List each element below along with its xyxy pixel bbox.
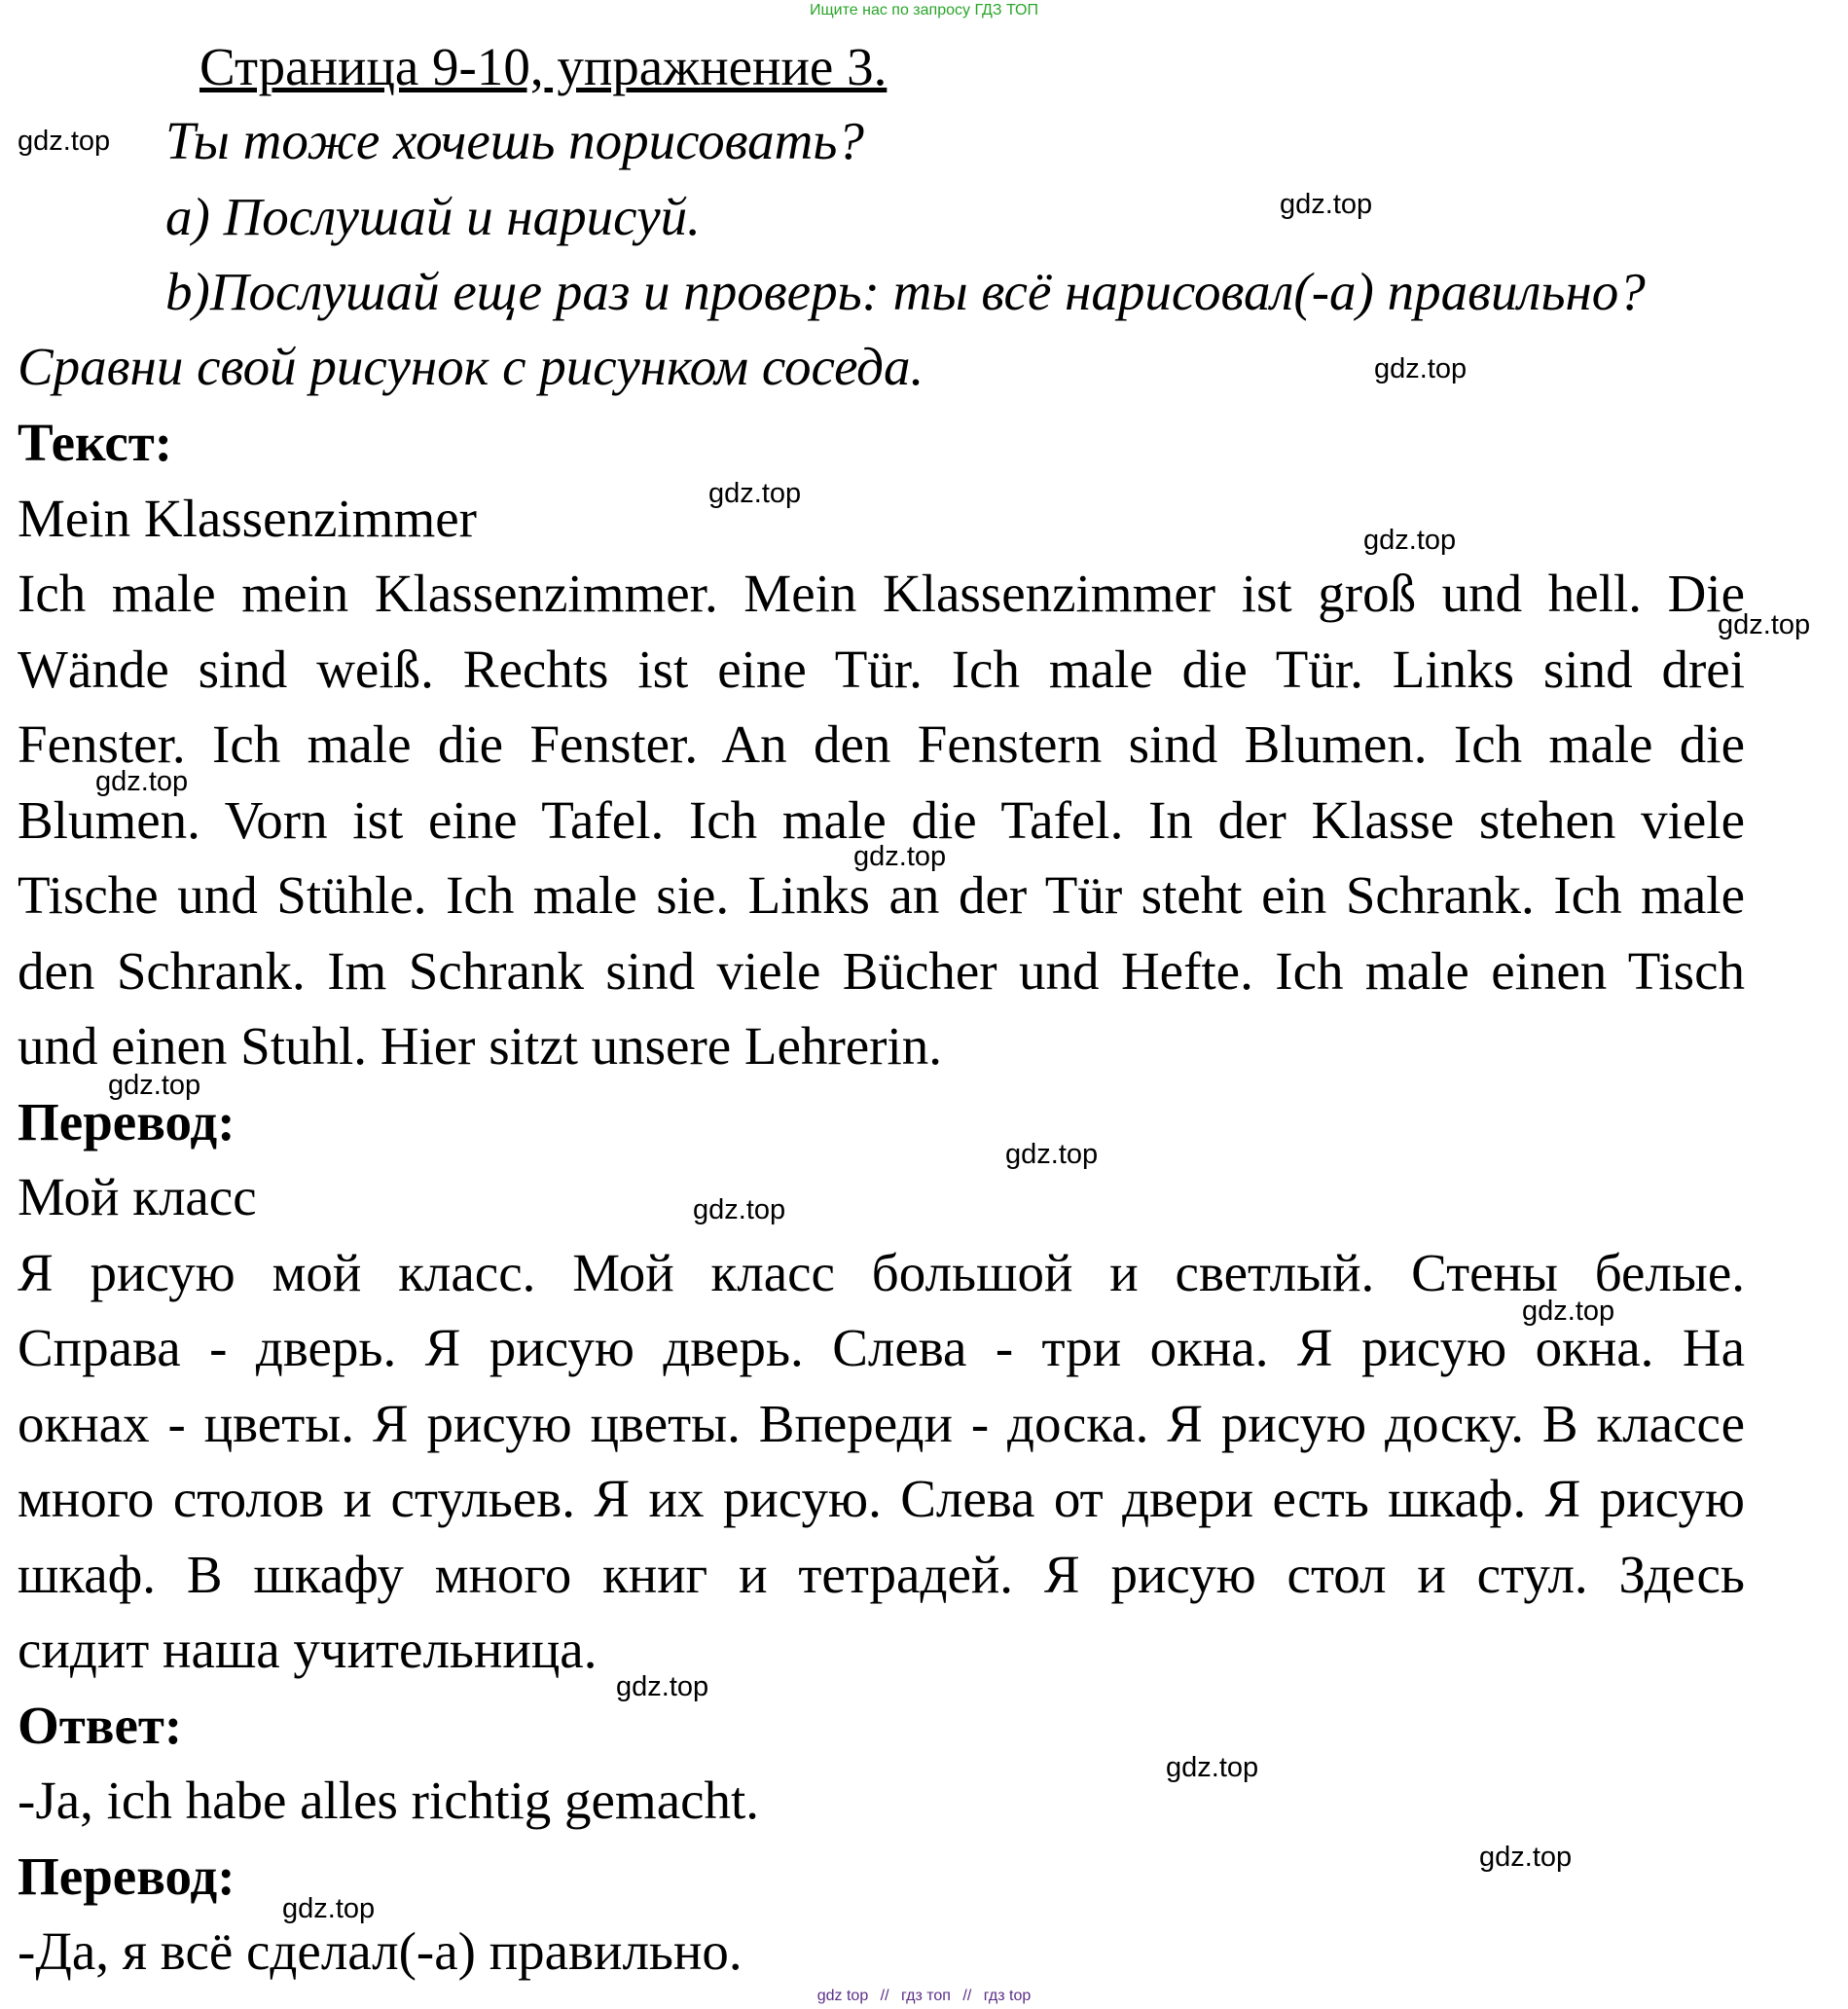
- watermark: gdz.top: [1522, 1296, 1615, 1327]
- watermark: gdz.top: [693, 1194, 786, 1225]
- german-line: Blumen. Vorn ist eine Tafel. Ich male die Tafel. In der Klasse stehen viele: [18, 790, 1745, 850]
- german-line: Wände sind weiß. Rechts ist eine Tür. Ich male die Tür. Links sind drei: [18, 639, 1745, 699]
- german-line: den Schrank. Im Schrank sind viele Bücher und Hefte. Ich male einen Tisch: [18, 941, 1745, 1001]
- watermark: gdz.top: [108, 1070, 201, 1101]
- answer-translation-text: -Да, я всё сделал(-а) правильно.: [18, 1921, 743, 1981]
- top-ad-banner[interactable]: Ищите нас по запросу ГДЗ ТОП: [810, 2, 1038, 18]
- task-line-3: b)Послушай еще раз и проверь: ты всё нарисовал(-а) правильно?: [165, 262, 1646, 321]
- watermark: gdz.top: [1005, 1139, 1099, 1170]
- answer-text: -Ja, ich habe alles richtig gemacht.: [18, 1771, 760, 1830]
- answer-label: Ответ:: [18, 1696, 183, 1755]
- russian-line: Я рисую мой класс. Мой класс большой и светлый. Стены белые.: [18, 1243, 1745, 1302]
- german-line: Fenster. Ich male die Fenster. An den Fenstern sind Blumen. Ich male die: [18, 714, 1745, 774]
- watermark: gdz.top: [708, 478, 802, 509]
- bottom-link-gdz-top-mixed[interactable]: гдз top: [983, 1988, 1032, 2004]
- german-line: und einen Stuhl. Hier sitzt unsere Lehrerin.: [18, 1016, 943, 1076]
- watermark: gdz.top: [95, 766, 189, 797]
- german-line: Ich male mein Klassenzimmer. Mein Klassenzimmer ist groß und hell. Die: [18, 564, 1745, 623]
- watermark: gdz.top: [1363, 525, 1457, 556]
- watermark: gdz.top: [18, 126, 111, 157]
- task-line-4: Сравни свой рисунок с рисунком соседа.: [18, 337, 924, 396]
- bottom-separator: //: [880, 1988, 889, 2004]
- russian-line: сидит наша учительница.: [18, 1620, 598, 1679]
- watermark: gdz.top: [1280, 189, 1373, 220]
- bottom-link-gdz-top[interactable]: gdz top: [816, 1988, 869, 2004]
- answer-translation-label: Перевод:: [18, 1846, 236, 1906]
- watermark: gdz.top: [282, 1893, 376, 1924]
- russian-line: Справа - дверь. Я рисую дверь. Слева - три окна. Я рисую окна. На: [18, 1318, 1745, 1377]
- russian-title: Мой класс: [18, 1167, 257, 1226]
- german-line: Tische und Stühle. Ich male sie. Links an der Tür steht ein Schrank. Ich male: [18, 865, 1745, 925]
- page-heading: Страница 9-10, упражнение 3.: [199, 37, 888, 96]
- bottom-link-gdz-top-ru[interactable]: гдз топ: [901, 1988, 951, 2004]
- watermark: gdz.top: [1479, 1842, 1573, 1873]
- bottom-ad-links: [0, 1986, 1848, 2007]
- russian-line: окнах - цветы. Я рисую цветы. Впереди - доска. Я рисую доску. В классе: [18, 1394, 1745, 1453]
- russian-line: шкаф. В шкафу много книг и тетрадей. Я рисую стол и стул. Здесь: [18, 1545, 1745, 1604]
- watermark: gdz.top: [1718, 609, 1811, 640]
- watermark: gdz.top: [616, 1671, 709, 1702]
- watermark: gdz.top: [853, 841, 947, 872]
- russian-line: много столов и стульев. Я их рисую. Слева от двери есть шкаф. Я рисую: [18, 1469, 1745, 1528]
- bottom-separator: //: [962, 1988, 972, 2004]
- german-title: Mein Klassenzimmer: [18, 489, 477, 548]
- watermark: gdz.top: [1166, 1752, 1259, 1783]
- watermark: gdz.top: [1374, 353, 1468, 384]
- task-line-2: а) Послушай и нарисуй.: [165, 187, 701, 246]
- task-line-1: Ты тоже хочешь порисовать?: [165, 111, 864, 170]
- text-label: Текст:: [18, 413, 173, 472]
- translation-label: Перевод:: [18, 1092, 236, 1151]
